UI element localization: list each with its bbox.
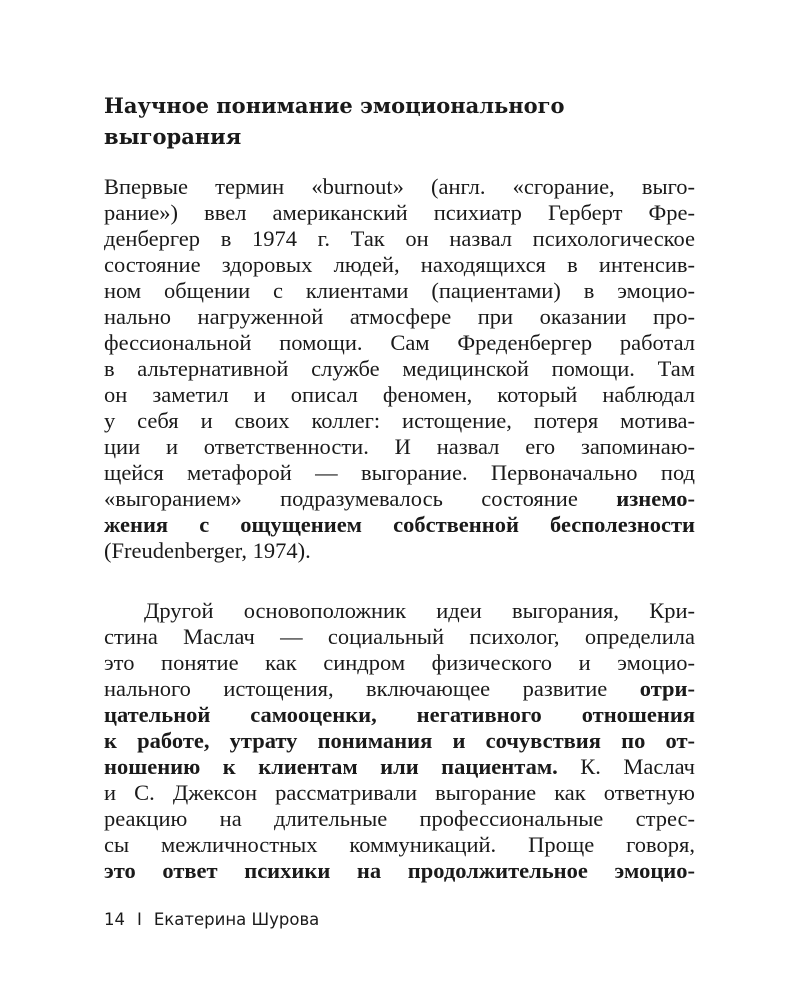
line-text: К. Маслач	[557, 754, 696, 779]
text-line	[104, 702, 695, 728]
line-text: щейся метафорой — выгорание. Первоначально под	[104, 460, 695, 485]
text-line	[104, 512, 695, 538]
line-text: Другой основоположник идеи выгорания, Кри-	[144, 598, 695, 623]
line-text: это понятие как синдром физического и эмоцио-	[104, 650, 695, 675]
emphasized-text: жения с ощущением собственной бесполезности	[104, 512, 695, 537]
text-line	[104, 858, 695, 884]
page-number: 14	[104, 910, 125, 929]
text-line	[104, 832, 695, 858]
text-line	[104, 754, 695, 780]
emphasized-text: цательной самооценки, негативного отношения	[104, 702, 695, 727]
text-line	[104, 434, 695, 460]
heading-line: выгорания	[104, 124, 242, 149]
text-line	[104, 650, 695, 676]
emphasized-text: к работе, утрату понимания и сочувствия по от-	[104, 728, 695, 753]
text-line	[104, 382, 695, 408]
line-text: нального истощения, включающее развитие	[104, 676, 640, 701]
paragraph-maslach-definition	[104, 598, 695, 884]
line-text: фессиональной помощи. Сам Фреденбергер работал	[104, 330, 695, 355]
line-text: (Freudenberger, 1974).	[104, 538, 311, 563]
text-line	[104, 460, 695, 486]
line-text: сы межличностных коммуникаций. Проще говоря,	[104, 832, 695, 857]
text-line	[104, 624, 695, 650]
text-line	[104, 226, 695, 252]
line-text: у себя и своих коллег: истощение, потеря мотива-	[104, 408, 695, 433]
text-line	[104, 174, 695, 200]
footer-author: Екатерина Шурова	[153, 910, 320, 929]
text-line	[104, 200, 695, 226]
text-line	[104, 598, 695, 624]
text-line	[104, 486, 695, 512]
line-text: рание») ввел американский психиатр Герберт Фре-	[104, 200, 695, 225]
line-text: состояние здоровых людей, находящихся в интенсив-	[104, 252, 695, 277]
line-text: он заметил и описал феномен, который наблюдал	[104, 382, 695, 407]
line-text: стина Маслач — социальный психолог, определила	[104, 624, 695, 649]
text-line	[104, 780, 695, 806]
emphasized-text: изнемо-	[616, 486, 695, 511]
line-text: денбергер в 1974 г. Так он назвал психологическое	[104, 226, 695, 251]
emphasized-text: ношению к клиентам или пациентам.	[104, 754, 558, 779]
line-text: реакцию на длительные профессиональные стрес-	[104, 806, 695, 831]
line-text: нально нагруженной атмосфере при оказании про-	[104, 304, 695, 329]
line-text: ном общении с клиентами (пациентами) в эмоцио-	[104, 278, 695, 303]
text-line	[104, 330, 695, 356]
text-line	[104, 252, 695, 278]
line-text: Впервые термин «burnout» (англ. «сгорание, выго-	[104, 174, 695, 199]
section-heading	[104, 90, 704, 152]
text-line	[104, 538, 695, 564]
line-text: ции и ответственности. И назвал его запоминаю-	[104, 434, 695, 459]
text-line	[104, 278, 695, 304]
footer-separator: I	[137, 910, 142, 929]
emphasized-text: это ответ психики на продолжительное эмоцио-	[104, 858, 695, 883]
line-text: и С. Джексон рассматривали выгорание как ответную	[104, 780, 695, 805]
paragraph-burnout-origin	[104, 174, 695, 564]
heading-line: Научное понимание эмоционального	[104, 93, 565, 118]
text-line	[104, 356, 695, 382]
page-footer	[104, 910, 319, 929]
text-line	[104, 728, 695, 754]
text-line	[104, 408, 695, 434]
line-text: в альтернативной службе медицинской помощи. Там	[104, 356, 695, 381]
text-line	[104, 806, 695, 832]
text-line	[104, 304, 695, 330]
emphasized-text: отри-	[639, 676, 695, 701]
text-line	[104, 676, 695, 702]
line-text: «выгоранием» подразумевалось состояние	[104, 486, 617, 511]
